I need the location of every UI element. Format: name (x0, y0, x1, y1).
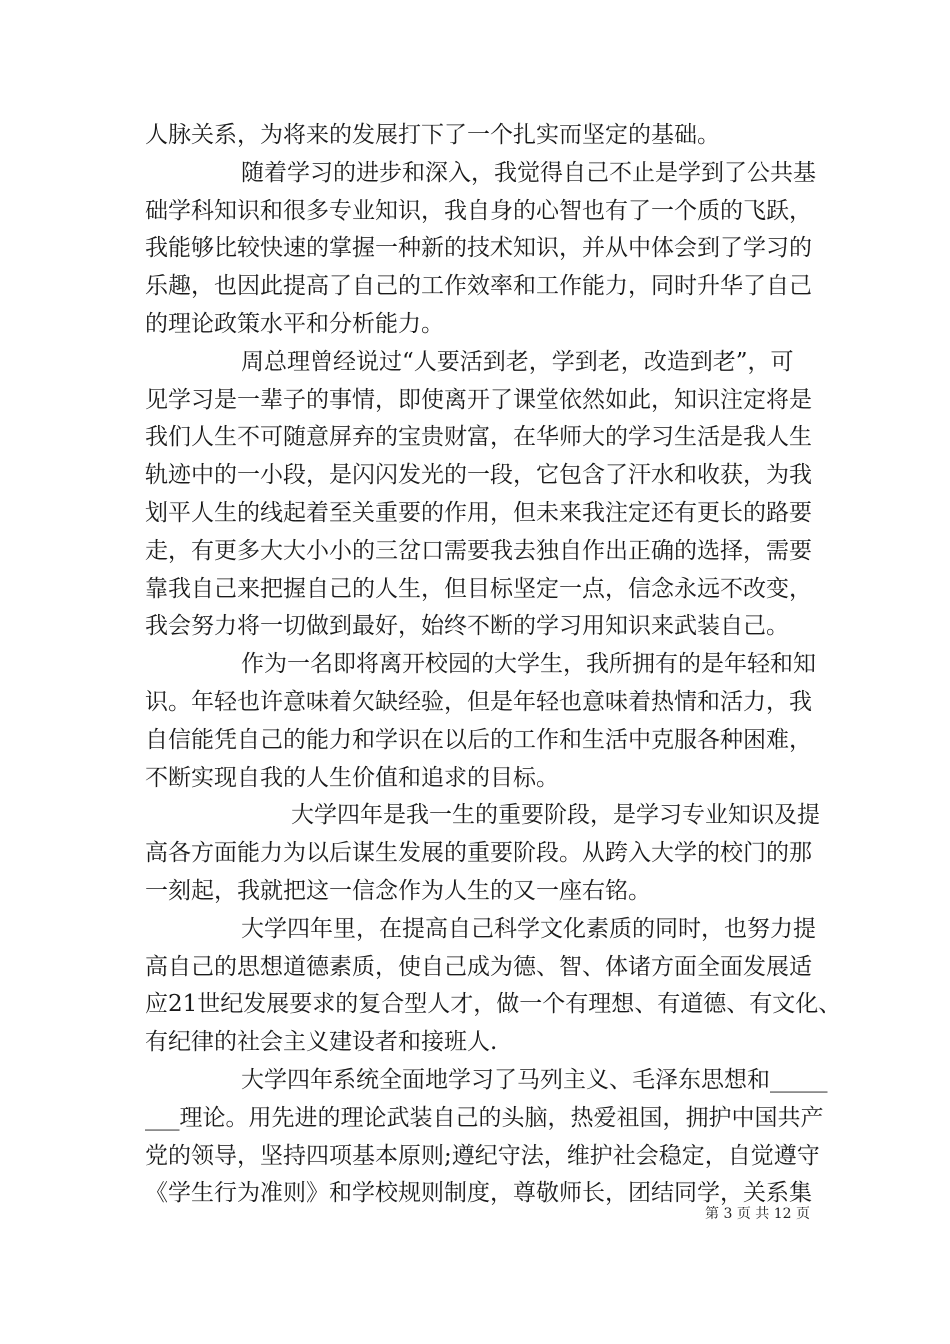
paragraph-6 (145, 911, 842, 1062)
text-line: 人脉关系，为将来的发展打下了一个扎实而坚定的基础。 (145, 122, 720, 148)
text-line: 随着学习的进步和深入，我觉得自己不止是学到了公共基 (241, 159, 816, 186)
text-line: 作为一名即将离开校园的大学生，我所拥有的是年轻和知 (241, 651, 816, 678)
paragraph-3 (145, 344, 810, 646)
text-line: 自信能凭自己的能力和学识在以后的工作和生活中克服各种困难， (145, 726, 812, 753)
text-line: 党的领导，坚持四项基本原则;遵纪守法，维护社会稳定，自觉遵守 (145, 1142, 820, 1169)
text-line: 我能够比较快速的掌握一种新的技术知识，并从中体会到了学习的 (145, 235, 812, 262)
text-line: 高各方面能力为以后谋生发展的重要阶段。从跨入大学的校门的那 (145, 840, 812, 867)
text-line: 《学生行为准则》和学校规则制度，尊敬师长，团结同学，关系集 (145, 1180, 812, 1207)
text-line: 靠我自己来把握自己的人生，但目标坚定一点，信念永远不改变， (145, 575, 812, 602)
text-line: 不断实现自我的人生价值和追求的目标。 (145, 764, 559, 791)
text-line: 高自己的思想道德素质，使自己成为德、智、体诸方面全面发展适 (145, 953, 812, 980)
text-line: 的理论政策水平和分析能力。 (145, 310, 444, 337)
text-line: 础学科知识和很多专业知识，我自身的心智也有了一个质的飞跃， (145, 197, 812, 224)
document-body (145, 117, 842, 1213)
page-number-footer: 第 3 页 共 12 页 (705, 1206, 810, 1222)
paragraph-5 (145, 797, 820, 910)
text-line: 乐趣，也因此提高了自己的工作效率和工作能力，同时升华了自己 (145, 273, 812, 300)
text-line: 轨迹中的一小段，是闪闪发光的一段，它包含了汗水和收获，为我 (145, 462, 812, 489)
text-line: 划平人生的线起着至关重要的作用，但未来我注定还有更长的路要 (145, 499, 812, 526)
text-line: ___理论。用先进的理论武装自己的头脑，热爱祖国，拥护中国共产 (145, 1104, 824, 1131)
text-line: 大学四年系统全面地学习了马列主义、毛泽东思想和_____ (241, 1066, 828, 1093)
text-line: 我会努力将一切做到最好，始终不断的学习用知识来武装自己。 (145, 613, 789, 640)
text-line: 周总理曾经说过“人要活到老，学到老，改造到老”，可 (241, 348, 794, 375)
paragraph-1 (145, 117, 810, 155)
text-line: 走，有更多大大小小的三岔口需要我去独自作出正确的选择，需要 (145, 537, 812, 564)
paragraph-2 (145, 155, 816, 344)
paragraph-7 (145, 1062, 828, 1213)
text-line: 一刻起，我就把这一信念作为人生的又一座右铭。 (145, 877, 651, 904)
text-line: 大学四年里，在提高自己科学文化素质的同时，也努力提 (241, 915, 816, 942)
paragraph-4 (145, 646, 816, 797)
text-line: 我们人生不可随意屏弃的宝贵财富，在华师大的学习生活是我人生 (145, 424, 812, 451)
text-line: 有纪律的社会主义建设者和接班人. (145, 1029, 498, 1056)
text-line: 大学四年是我一生的重要阶段，是学习专业知识及提 (291, 802, 820, 829)
text-line: 见学习是一辈子的事情，即使离开了课堂依然如此，知识注定将是 (145, 386, 812, 413)
text-line: 应21世纪发展要求的复合型人才，做一个有理想、有道德、有文化、 (145, 991, 842, 1018)
text-line: 识。年轻也许意味着欠缺经验，但是年轻也意味着热情和活力，我 (145, 688, 812, 715)
